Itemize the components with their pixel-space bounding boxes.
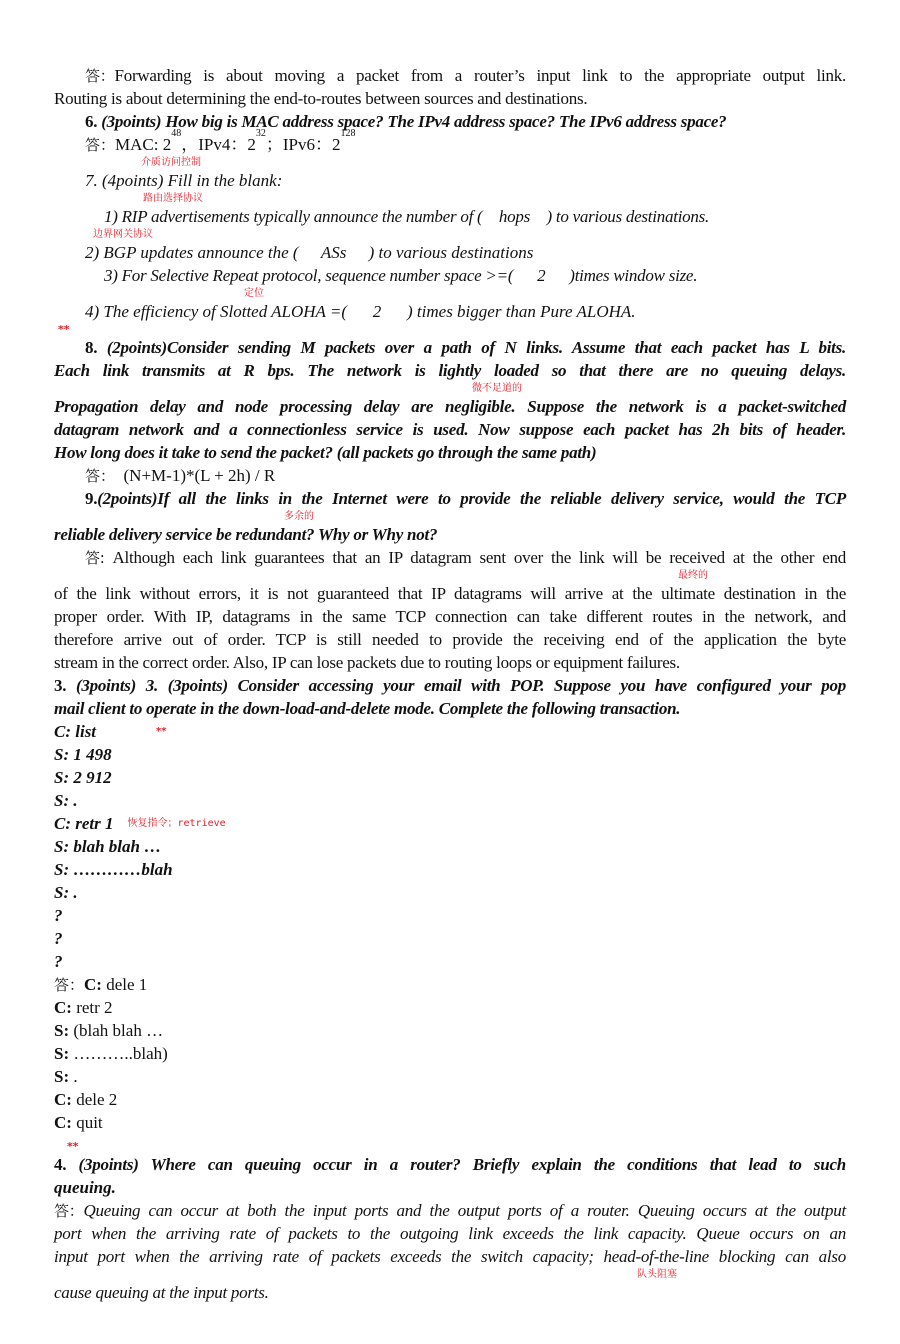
q7-item-3-blank: 2 [537,266,546,285]
q7-item-4-blank: 2 [372,302,382,321]
transcript-line: S: …………blah [54,860,173,879]
annotation-rip: 路由选择协议 [143,193,203,204]
answer-mark: 答： [54,1202,84,1220]
command-text: ………..blah) [69,1044,168,1063]
q8-line-2: Each link transmits at R bps. The network is lightly loaded so that there are no queuing delays. [54,361,846,380]
q9-answer-text-1: Although each link guarantees that an IP datagram sent over the link will be received at the other end [112,548,846,567]
q7-item-3-prefix: 3) For Selective Repeat protocol, sequence number space >=( [104,266,514,285]
q4-text-1: (3points) Where can queuing occur in a router? Briefly explain the conditions that lead to such [78,1155,846,1174]
command-text: dele 2 [71,1090,118,1109]
q4-number: 4. [54,1155,67,1174]
transcript-line: S: 1 498 [54,745,112,764]
q7-item-4 [54,300,846,323]
q8-line-5: How long does it take to send the packet? (all packets go through the same path) [54,443,597,462]
q9-number: 9. [85,489,98,508]
q9-answer-line-3: proper order. With IP, datagrams in the same TCP connection can take different routes in the network, and [54,607,846,626]
q6-number: 6. [85,112,98,131]
q7-item-3 [54,264,846,287]
annotation-band [54,382,846,395]
answer-mark: 答： [54,976,85,994]
ipv4-label: IPv4：2 [198,135,256,154]
ipv4-exponent: 32 [255,128,266,139]
q9-line-1 [54,487,846,510]
q7-item-4-prefix: 4) The efficiency of Slotted ALOHA =( [85,302,348,321]
q3-answer-line [54,1019,846,1042]
speaker-label: C: [54,1090,72,1109]
q4-line-1 [54,1153,846,1176]
q7-item-2-blank: ASs [320,243,347,262]
annotation-band [54,510,846,523]
q7-item-1-blank: hops [498,207,531,226]
q7-item-2-suffix: ) to various destinations [368,243,534,262]
speaker-label: S: [54,1044,70,1063]
q5-answer-text-1: Forwarding is about moving a packet from a router’s input link to the appropriate output link. [114,66,846,85]
command-text: quit [71,1113,103,1132]
q7-item-4-suffix: ) times bigger than Pure ALOHA. [407,302,636,321]
transcript-line: S: . [54,883,78,902]
transcript-line: ? [54,906,63,925]
q6-answer [54,128,846,156]
separator: ， [181,135,199,154]
q5-answer-line-1 [54,64,846,87]
transcript-line: S: blah blah … [54,837,162,856]
q9-answer-line-4: therefore arrive out of order. TCP is still needed to provide the receiving end of the application the byte [54,630,846,649]
q8-line-3: Propagation delay and node processing delay are negligible. Suppose the network is a packet-switched [54,397,846,416]
annotation-band [54,1140,846,1153]
q8-line-1 [54,336,846,359]
transcript-line: S: . [54,791,78,810]
q7-item-1 [54,205,846,228]
q9-answer-line-5: stream in the correct order. Also, IP can lose packets due to routing loops or equipment failures. [54,653,680,672]
speaker-label: S: [54,1067,70,1086]
answer-mark: 答： [85,67,115,85]
answer-mark: 答: [85,549,105,567]
annotation-band [54,1268,846,1281]
q4-answer-text-1: Queuing can occur at both the input ports and the output ports of a router. Queuing occurs at the output [83,1201,846,1220]
q7-item-3-suffix: )times window size. [569,266,698,285]
annotation-mac: 介质访问控制 [141,157,201,168]
q9-line-2: reliable delivery service be redundant? Why or Why not? [54,525,438,544]
q9-text-1: (2points)If all the links in the Internet were to provide the reliable delivery service, would the TCP [97,489,846,508]
annotation-band [54,287,846,300]
annotation-bgp: 边界网关协议 [93,229,153,240]
q7-item-2-prefix: 2) BGP updates announce the ( [85,243,299,262]
q4-answer-line-4: cause queuing at the input ports. [54,1283,269,1302]
q3-line-2: mail client to operate in the down-load-and-delete mode. Complete the following transaction. [54,699,681,718]
answer-mark: 答： [85,467,116,485]
q3-answer-line [54,996,846,1019]
annotation-band [54,192,846,205]
q3-answer-line [54,1111,846,1134]
annotation-star: ** [156,726,167,737]
q4-line-2: queuing. [54,1178,116,1197]
annotation-repeat: 定位 [244,288,264,299]
ipv6-exponent: 128 [340,128,356,139]
q9-answer-line-1 [54,546,846,569]
command-text: . [69,1067,78,1086]
q9-answer-line-2: of the link without errors, it is not guaranteed that IP datagrams will arrive at the ultimate destination in the [54,584,846,603]
transcript-text: C: list [54,722,97,741]
q4-answer-line-2: port when the arriving rate of packets to the outgoing link exceeds the link capacity. Queue occurs on an [54,1224,846,1243]
q3-answer-line [54,1065,846,1088]
speaker-label: S: [54,1021,70,1040]
transcript-line: ? [54,929,63,948]
q8-answer-text: (N+M-1)*(L + 2h) / R [123,466,276,485]
q7-item-1-suffix: ) to various destinations. [546,207,710,226]
q8-line-4: datagram network and a connectionless service is used. Now suppose each packet has 2h bits of header. [54,420,846,439]
annotation-redundant: 多余的 [284,511,314,522]
transcript-text: C: retr 1 [54,814,114,833]
q5-answer-line-2: Routing is about determining the end-to-routes between sources and destinations. [54,89,588,108]
q8-answer [54,464,846,487]
answer-mark: 答： [85,136,116,154]
q4-answer-line-3: input port when the arriving rate of packets exceeds the switch capacity; head-of-the-line blocking can also [54,1247,846,1266]
separator: ； [265,135,283,154]
transcript-line: S: 2 912 [54,768,112,787]
annotation-band [54,156,846,169]
annotation-ultimate: 最终的 [678,570,708,581]
annotation-band [54,569,846,582]
transcript-line: ? [54,952,63,971]
command-text: (blah blah … [69,1021,164,1040]
speaker-label: C: [54,1113,72,1132]
q3-answer-line [54,1042,846,1065]
transcript-line [54,812,846,835]
q7-header: 7. (4points) Fill in the blank: [85,171,283,190]
transcript-line [54,720,846,743]
annotation-band [54,228,846,241]
ipv6-label: IPv6：2 [282,135,341,154]
q3-answer-line [54,1088,846,1111]
q8-text-1: (2points)Consider sending M packets over a path of N links. Assume that each packet has L bits. [106,338,847,357]
q3-number: 3. [54,676,67,695]
command-text: dele 1 [101,975,148,994]
command-text: retr 2 [71,998,113,1017]
mac-exponent: 48 [171,128,182,139]
mac-label: MAC: 2 [115,135,172,154]
q3-line-1 [54,674,846,697]
q6-text: (3points) How big is MAC address space? The IPv4 address space? The IPv6 address space? [101,112,727,131]
q7-item-1-prefix: 1) RIP advertisements typically announce the number of ( [104,207,483,226]
annotation-retr: 恢复指令；retrieve [127,818,226,829]
annotation-negligible: 微不足道的 [472,383,522,394]
annotation-star: ** [58,323,70,336]
q7-item-2 [54,241,846,264]
speaker-label: C: [84,975,102,994]
q3-text-1: (3points) 3. (3points) Consider accessing your email with POP. Suppose you have configured your pop [75,676,846,695]
q3-answer-line [54,973,846,996]
speaker-label: C: [54,998,72,1017]
q8-number: 8. [85,338,98,357]
annotation-hol: 队头阻塞 [637,1269,677,1280]
q4-answer-line-1 [54,1199,846,1222]
annotation-band [54,323,846,336]
annotation-star: ** [67,1140,79,1153]
